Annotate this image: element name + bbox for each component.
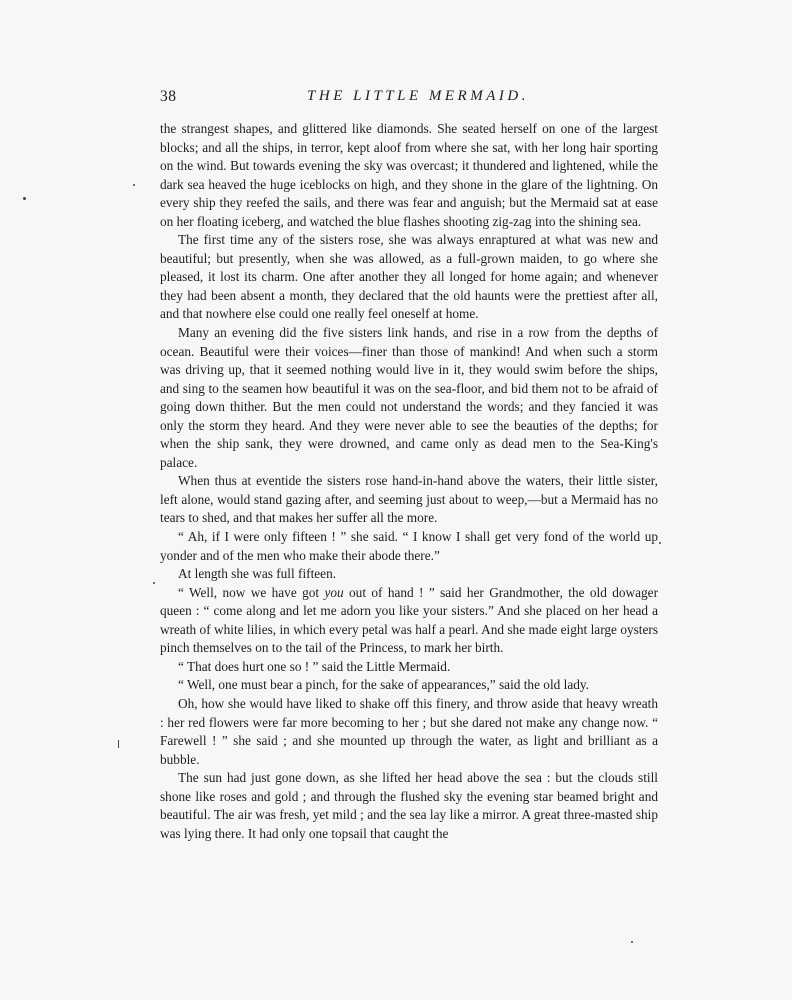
ink-speck [659, 542, 661, 544]
paragraph: “ Well, one must bear a pinch, for the sake of appearances,” said the old lady. [178, 677, 589, 693]
paragraph: The first time any of the sisters rose, she was always enraptured at what was new and beautiful; but presently, when she was allowed, as a full-grown maiden, to go where she pleased, it lost its charm. One after another they all longed for home again; and whenever they had been absent a month, they declared that the old haunts were the prettiest after all, and that nowhere else could one really feel oneself at home. [160, 232, 658, 322]
page-header [160, 88, 658, 112]
emphasized-word: you [324, 584, 344, 600]
paragraph [160, 584, 658, 658]
paragraph: At length she was full fifteen. [178, 566, 337, 582]
paragraph: “ That does hurt one so ! ” said the Little Mermaid. [178, 658, 451, 674]
story-text [160, 120, 658, 843]
paragraph: Oh, how she would have liked to shake off this finery, and throw aside that heavy wreath : her red flowers were far more becoming to her ; but she dared not make any change now. “ Farewell ! ” she said ; and she mounted up through the water, as light and brilliant as a bubble. [160, 695, 658, 767]
paragraph: When thus at eventide the sisters rose hand-in-hand above the waters, their little sister, left alone, would stand gazing after, and seeming just about to weep,—but a Mermaid has no tears to shed, and that makes her suffer all the more. [160, 473, 658, 526]
paragraph-text: “ Well, now we have got [178, 584, 325, 600]
ink-speck [153, 582, 155, 584]
page-number: 38 [160, 88, 177, 105]
ink-speck [118, 740, 119, 748]
paragraph: Many an evening did the five sisters link hands, and rise in a row from the depths of ocean. Beautiful were their voices—finer than those of mankind! And when such a storm was driving up, that it seemed nothing would live in it, they would swim before the ships, and sing to the seamen how beautiful it was on the sea-floor, and bid them not to be afraid of going down thither. But the men could not understand the words; and they fancied it was only the storm they heard. And they were never able to see the beauties of the depths; for when the ship sank, they were drowned, and came only as dead men to the Sea-King's palace. [160, 325, 658, 470]
paragraph-text: out of hand ! ” said her Grandmother, the old dowager queen : “ come along and let me adorn you like your sisters.” And she placed on her head a wreath of white lilies, in which every petal was half a pearl. And she made eight large oysters pinch themselves on to the tail of the Princess, to mark her birth. [160, 584, 658, 656]
ink-speck [133, 184, 135, 186]
paragraph: “ Ah, if I were only fifteen ! ” she said. “ I know I shall get very fond of the world up yonder and of the men who make their abode there.” [160, 529, 658, 563]
ink-speck [631, 941, 633, 943]
paragraph: the strangest shapes, and glittered like diamonds. She seated herself on one of the largest blocks; and all the ships, in terror, kept aloof from where she sat, with her long hair sporting on the wind. But towards evening the sky was overcast; it thundered and lightened, while the dark sea heaved the huge iceblocks on high, and they shone in the glare of the lightning. On every ship they reefed the sails, and there was fear and anguish; but the Mermaid sat at ease on her floating iceberg, and watched the blue flashes shooting zig-zag into the shining sea. [160, 121, 658, 229]
paragraph: The sun had just gone down, as she lifted her head above the sea : but the clouds still shone like roses and gold ; and through the flushed sky the evening star beamed bright and beautiful. The air was fresh, yet mild ; and the sea lay like a mirror. A great three-masted ship was lying there. It had only one topsail that caught the [160, 770, 658, 841]
ink-speck [23, 197, 26, 200]
running-title: THE LITTLE MERMAID. [307, 88, 529, 104]
